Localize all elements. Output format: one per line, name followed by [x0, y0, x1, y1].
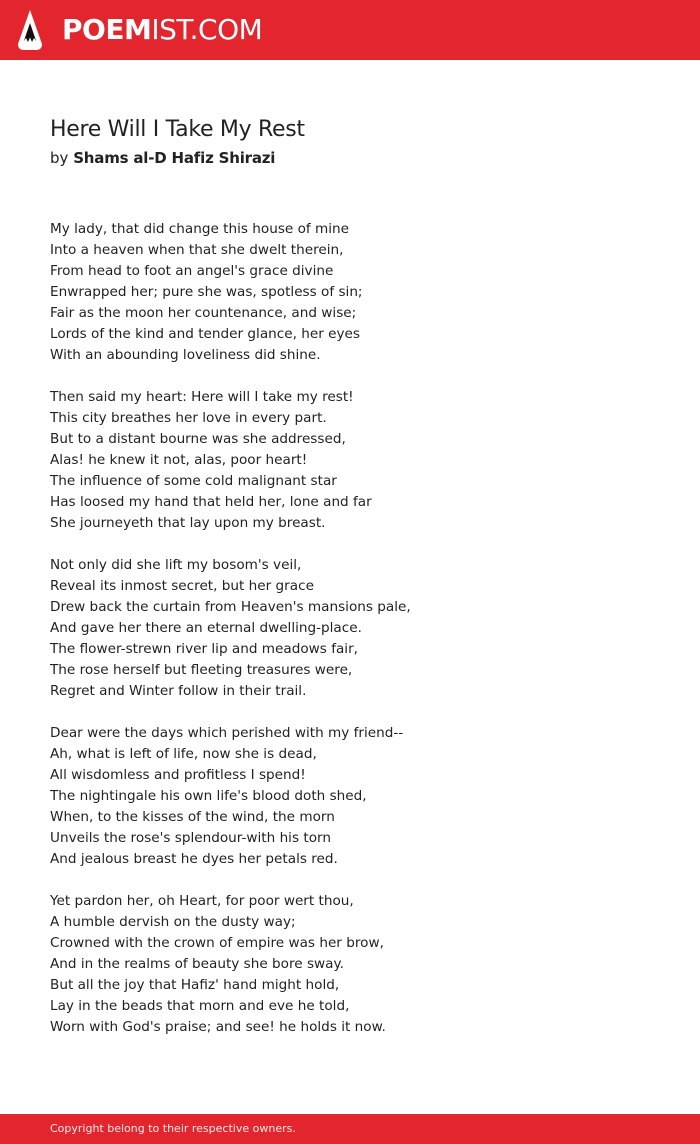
poem-line: With an abounding loveliness did shine.: [50, 347, 321, 363]
site-header: [0, 0, 700, 60]
poem-stanza: [50, 555, 650, 702]
poem-line: Dear were the days which perished with my friend--: [50, 725, 404, 741]
site-footer: [0, 1114, 700, 1144]
poem-line: Lords of the kind and tender glance, her eyes: [50, 326, 360, 342]
poem-line: But to a distant bourne was she addressed,: [50, 431, 346, 447]
poem-line: From head to foot an angel's grace divine: [50, 263, 334, 279]
poem-stanza: [50, 387, 650, 534]
poem-line: Ah, what is left of life, now she is dead,: [50, 746, 317, 762]
poem-line: Enwrapped her; pure she was, spotless of sin;: [50, 284, 363, 300]
logo-light-text: IST.COM: [151, 13, 263, 46]
poem-line: Reveal its inmost secret, but her grace: [50, 578, 314, 594]
poem-line: Regret and Winter follow in their trail.: [50, 683, 307, 699]
by-label: by: [50, 149, 69, 167]
poem-line: Has loosed my hand that held her, lone and far: [50, 494, 372, 510]
poem-line: Into a heaven when that she dwelt therein,: [50, 242, 344, 258]
poem-line: Yet pardon her, oh Heart, for poor wert thou,: [50, 893, 354, 909]
footer-copyright: Copyright belong to their respective owners.: [50, 1122, 296, 1135]
poem-body: [50, 219, 650, 1059]
poem-line: Drew back the curtain from Heaven's mansions pale,: [50, 599, 411, 615]
logo-bold-text: POEM: [62, 13, 152, 46]
pencil-tip-icon[interactable]: [17, 9, 43, 51]
poem-author: Shams al-D Hafiz Shirazi: [73, 149, 276, 167]
poem-line: The rose herself but fleeting treasures were,: [50, 662, 353, 678]
poem-line: And jealous breast he dyes her petals red.: [50, 851, 338, 867]
poem-line: She journeyeth that lay upon my breast.: [50, 515, 326, 531]
poem-line: All wisdomless and profitless I spend!: [50, 767, 306, 783]
poem-line: When, to the kisses of the wind, the morn: [50, 809, 335, 825]
poem-line: The influence of some cold malignant star: [50, 473, 337, 489]
poem-stanza: [50, 891, 650, 1038]
poem-line: But all the joy that Hafiz' hand might hold,: [50, 977, 340, 993]
poem-line: This city breathes her love in every part.: [50, 410, 327, 426]
poem-line: Worn with God's praise; and see! he holds it now.: [50, 1019, 386, 1035]
poem-line: Alas! he knew it not, alas, poor heart!: [50, 452, 308, 468]
poem-line: And in the realms of beauty she bore sway.: [50, 956, 344, 972]
poem-byline: [50, 149, 275, 167]
poem-line: Then said my heart: Here will I take my rest!: [50, 389, 354, 405]
poem-stanza: [50, 723, 650, 870]
poem-line: A humble dervish on the dusty way;: [50, 914, 296, 930]
poem-line: And gave her there an eternal dwelling-place.: [50, 620, 362, 636]
poem-line: Crowned with the crown of empire was her brow,: [50, 935, 384, 951]
poem-line: Lay in the beads that morn and eve he told,: [50, 998, 350, 1014]
poem-line: Unveils the rose's splendour-with his torn: [50, 830, 331, 846]
poem-line: Not only did she lift my bosom's veil,: [50, 557, 302, 573]
poem-title: Here Will I Take My Rest: [50, 117, 305, 142]
poem-line: The nightingale his own life's blood doth shed,: [50, 788, 367, 804]
poem-line: Fair as the moon her countenance, and wise;: [50, 305, 357, 321]
poem-line: The flower-strewn river lip and meadows fair,: [50, 641, 358, 657]
site-logo-link[interactable]: [62, 13, 262, 47]
poem-line: My lady, that did change this house of mine: [50, 221, 350, 237]
poem-stanza: [50, 219, 650, 366]
